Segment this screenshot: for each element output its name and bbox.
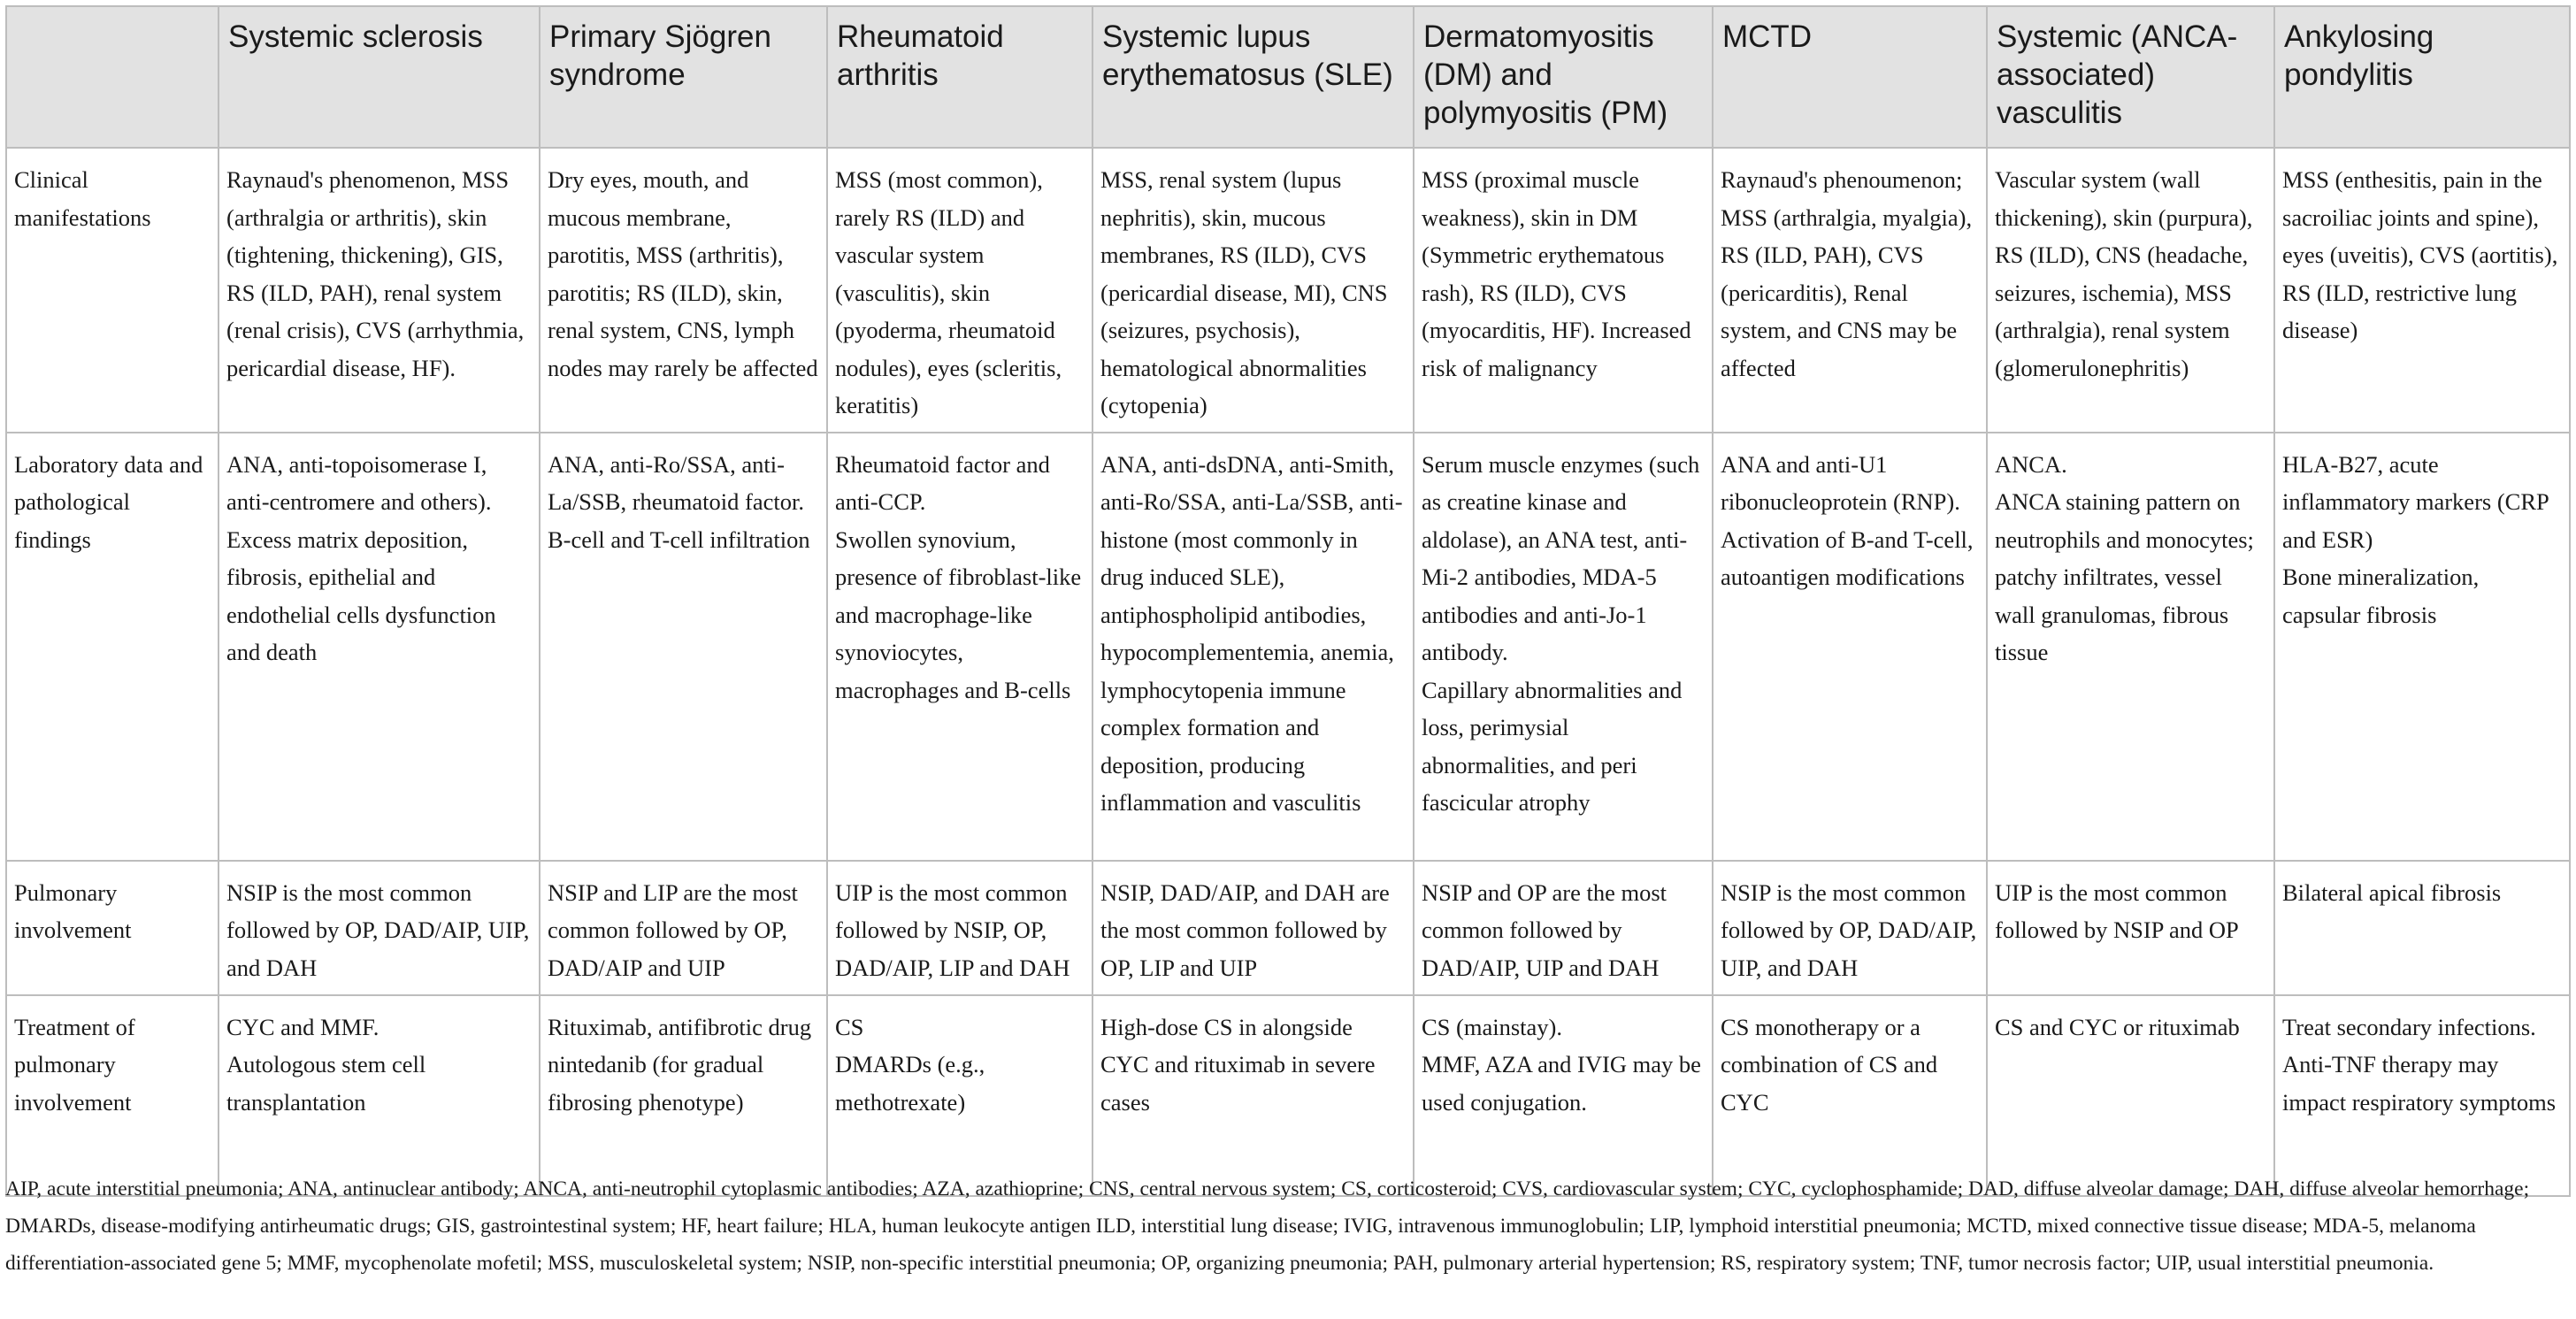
abbreviations-footnote: AIP, acute interstitial pneumonia; ANA, antinuclear antibody; ANCA, anti-neutrophil cytoplasmic antibodies; AZA, azathioprine; CNS, central nervous system; CS, corticosteroid; CVS, cardiovascular system; CYC, cyclophosphamide; DAD, diffuse alveolar damage; DAH, diffuse alveolar hemorrhage; DMARDs, disease-modifying antirheumatic drugs; GIS, gastrointestinal system; HF, heart failure; HLA, human leukocyte antigen ILD, interstitial lung disease; IVIG, intravenous immunoglobulin; LIP, lymphoid interstitial pneumonia; MCTD, mixed connective tissue disease; MDA-5, melanoma differentiation-associated gene 5; MMF, mycophenolate mofetil; MSS, musculoskeletal system; NSIP, non-specific interstitial pneumonia; OP, organizing pneumonia; PAH, pulmonary arterial hypertension; RS, respiratory system; TNF, tumor necrosis factor; UIP, usual interstitial pneumonia. <box>5 1177 2530 1275</box>
disease-comparison-table <box>5 5 2571 1197</box>
header-systemic-sclerosis: Systemic sclerosis <box>218 6 540 148</box>
header-ankylosing-spondylitis: Ankylosing pondylitis <box>2274 6 2570 148</box>
table-cell: MSS, renal system (lupus nephritis), skin, mucous membranes, RS (ILD), CVS (pericardial disease, MI), CNS (seizures, psychosis), hematological abnormalities (cytopenia) <box>1092 148 1414 433</box>
table-cell: High-dose CS in alongside CYC and rituximab in severe cases <box>1092 995 1414 1196</box>
table-header-row <box>6 6 2570 148</box>
table-cell: Serum muscle enzymes (such as creatine kinase and aldolase), an ANA test, anti-Mi-2 antibodies, MDA-5 antibodies and anti-Jo-1 antibody. Capillary abnormalities and loss, perimysial abnormalities, and peri fascicular atrophy <box>1414 433 1713 861</box>
header-mctd: MCTD <box>1713 6 1987 148</box>
table-cell: UIP is the most common followed by NSIP and OP <box>1987 861 2274 995</box>
table-cell: CS (mainstay). MMF, AZA and IVIG may be used conjugation. <box>1414 995 1713 1196</box>
row-label: Clinical manifestations <box>6 148 218 433</box>
row-label: Pulmonary involvement <box>6 861 218 995</box>
table-cell: ANCA. ANCA staining pattern on neutrophils and monocytes; patchy infiltrates, vessel wall granulomas, fibrous tissue <box>1987 433 2274 861</box>
table-cell: ANA, anti-dsDNA, anti-Smith, anti-Ro/SSA, anti-La/SSB, anti-histone (most commonly in drug induced SLE), antiphospholipid antibodies, hypocomplementemia, anemia, lymphocytopenia immune complex formation and deposition, producing inflammation and vasculitis <box>1092 433 1414 861</box>
table-cell: Vascular system (wall thickening), skin (purpura), RS (ILD), CNS (headache, seizures, ischemia), MSS (arthralgia), renal system (glomerulonephritis) <box>1987 148 2274 433</box>
table-cell: MSS (most common), rarely RS (ILD) and vascular system (vasculitis), skin (pyoderma, rheumatoid nodules), eyes (scleritis, keratitis) <box>827 148 1092 433</box>
table-row-pulmonary-involvement <box>6 861 2570 995</box>
table-cell: CS and CYC or rituximab <box>1987 995 2274 1196</box>
table-cell: Rituximab, antifibrotic drug nintedanib (for gradual fibrosing phenotype) <box>540 995 827 1196</box>
table-row-treatment <box>6 995 2570 1196</box>
header-corner-cell <box>6 6 218 148</box>
table-cell: NSIP and OP are the most common followed by DAD/AIP, UIP and DAH <box>1414 861 1713 995</box>
table-cell: MSS (enthesitis, pain in the sacroiliac joints and spine), eyes (uveitis), CVS (aortitis), RS (ILD, restrictive lung disease) <box>2274 148 2570 433</box>
table-cell: ANA and anti-U1 ribonucleoprotein (RNP). Activation of B-and T-cell, autoantigen modifications <box>1713 433 1987 861</box>
table-cell: ANA, anti-topoisomerase I, anti-centromere and others). Excess matrix deposition, fibrosis, epithelial and endothelial cells dysfunction and death <box>218 433 540 861</box>
table-cell: HLA-B27, acute inflammatory markers (CRP and ESR) Bone mineralization, capsular fibrosis <box>2274 433 2570 861</box>
table-row-laboratory-findings <box>6 433 2570 861</box>
header-primary-sjogren-syndrome: Primary Sjögren syndrome <box>540 6 827 148</box>
table-cell: CS monotherapy or a combination of CS and CYC <box>1713 995 1987 1196</box>
table-cell: Rheumatoid factor and anti-CCP. Swollen synovium, presence of fibroblast-like and macrophage-like synoviocytes, macrophages and B-cells <box>827 433 1092 861</box>
row-label: Laboratory data and pathological findings <box>6 433 218 861</box>
table-cell: NSIP, DAD/AIP, and DAH are the most common followed by OP, LIP and UIP <box>1092 861 1414 995</box>
table-cell: NSIP and LIP are the most common followed by OP, DAD/AIP and UIP <box>540 861 827 995</box>
header-dermatomyositis-polymyositis: Dermatomyositis (DM) and polymyositis (PM) <box>1414 6 1713 148</box>
table-cell: UIP is the most common followed by NSIP, OP, DAD/AIP, LIP and DAH <box>827 861 1092 995</box>
header-anca-vasculitis: Systemic (ANCA-associated) vasculitis <box>1987 6 2274 148</box>
table-cell: MSS (proximal muscle weakness), skin in DM (Symmetric erythematous rash), RS (ILD), CVS (myocarditis, HF). Increased risk of malignancy <box>1414 148 1713 433</box>
table-cell: CS DMARDs (e.g., methotrexate) <box>827 995 1092 1196</box>
table-cell: CYC and MMF. Autologous stem cell transplantation <box>218 995 540 1196</box>
table-cell: Dry eyes, mouth, and mucous membrane, parotitis, MSS (arthritis), parotitis; RS (ILD), skin, renal system, CNS, lymph nodes may rarely be affected <box>540 148 827 433</box>
table-cell: Raynaud's phenoumenon; MSS (arthralgia, myalgia), RS (ILD, PAH), CVS (pericarditis), Renal system, and CNS may be affected <box>1713 148 1987 433</box>
table-cell: ANA, anti-Ro/SSA, anti-La/SSB, rheumatoid factor. B-cell and T-cell infiltration <box>540 433 827 861</box>
row-label: Treatment of pulmonary involvement <box>6 995 218 1196</box>
table-row-clinical-manifestations <box>6 148 2570 433</box>
table-cell: Treat secondary infections. Anti-TNF therapy may impact respiratory symptoms <box>2274 995 2570 1196</box>
header-sle: Systemic lupus erythematosus (SLE) <box>1092 6 1414 148</box>
table-cell: Bilateral apical fibrosis <box>2274 861 2570 995</box>
table-cell: NSIP is the most common followed by OP, DAD/AIP, UIP, and DAH <box>1713 861 1987 995</box>
header-rheumatoid-arthritis: Rheumatoid arthritis <box>827 6 1092 148</box>
comparison-table-container <box>5 5 2569 1197</box>
table-cell: Raynaud's phenomenon, MSS (arthralgia or arthritis), skin (tightening, thickening), GIS, RS (ILD, PAH), renal system (renal crisis), CVS (arrhythmia, pericardial disease, HF). <box>218 148 540 433</box>
table-cell: NSIP is the most common followed by OP, DAD/AIP, UIP, and DAH <box>218 861 540 995</box>
